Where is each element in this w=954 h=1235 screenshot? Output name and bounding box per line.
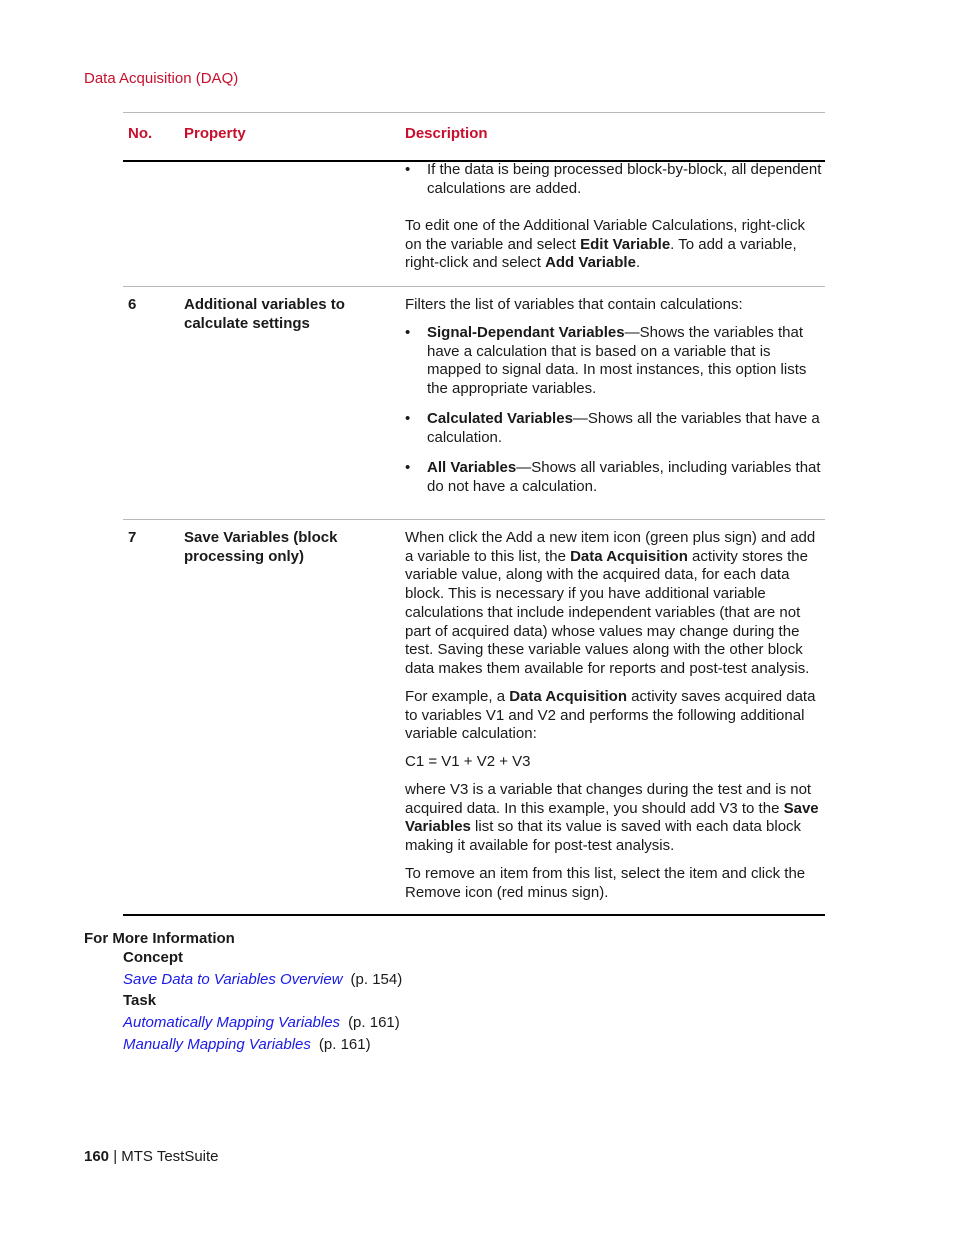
- page-number: 160: [84, 1148, 110, 1165]
- paragraph: When click the Add a new item icon (green plus sign) and add a variable to this list, the Data Acquisition activity stores the variable value, along with the acquired data, for each data block. This is necessary if you have additional variable calculations that include independent variables (that are not part of acquired data) whose values may change during the test. Saving these variable values along with the other block data makes them available for reports and post-test analysis.: [405, 529, 816, 677]
- concept-heading: Concept: [123, 949, 183, 966]
- save-variables-term: Save Variables: [405, 799, 819, 836]
- data-acquisition-term: Data Acquisition: [570, 547, 688, 565]
- row-divider: [123, 519, 825, 520]
- concept-link-row: [123, 971, 402, 990]
- edit-variable-term: Edit Variable: [580, 235, 671, 253]
- page-footer: [84, 1148, 219, 1167]
- task-link-row: [123, 1036, 371, 1055]
- page-reference: (p. 161): [348, 1014, 400, 1031]
- list-item: • All Variables—Shows all variables, including variables that do not have a calculation.: [405, 459, 821, 495]
- table-header: [123, 125, 825, 145]
- term: Signal-Dependant Variables: [427, 324, 625, 341]
- row-divider: [123, 286, 825, 287]
- section-header-link[interactable]: Data Acquisition (DAQ): [84, 70, 239, 87]
- row-number: 7: [128, 529, 137, 546]
- term: Calculated Variables: [427, 410, 573, 427]
- save-data-overview-link[interactable]: Save Data to Variables Overview: [123, 971, 343, 988]
- paragraph: To remove an item from this list, select the item and click the Remove icon (red minus sign).: [405, 865, 806, 901]
- column-header-no: No.: [128, 125, 153, 142]
- bullet-dot: •: [405, 161, 411, 178]
- page-reference: (p. 154): [350, 971, 403, 988]
- top-divider: [123, 112, 825, 113]
- product-name: MTS TestSuite: [121, 1148, 219, 1165]
- more-info-heading: For More Information: [84, 930, 235, 947]
- list-item: • Signal-Dependant Variables—Shows the variables that have a calculation that is based on a variable that is mapped to signal data. In most instances, this option lists the appropriate variables.: [405, 324, 807, 398]
- term: All Variables: [427, 459, 517, 476]
- task-heading: Task: [123, 992, 157, 1009]
- column-header-description: Description: [405, 125, 488, 142]
- footer-separator: |: [109, 1148, 122, 1165]
- table-end-divider: [123, 914, 825, 916]
- list-item: • Calculated Variables—Shows all the variables that have a calculation.: [405, 410, 820, 446]
- task-link-row: [123, 1014, 400, 1033]
- row6-intro: Filters the list of variables that contain calculations:: [405, 296, 743, 313]
- property-name: Save Variables (block processing only): [184, 529, 338, 565]
- page-reference: (p. 161): [318, 1036, 371, 1053]
- row-number: 6: [128, 296, 137, 313]
- continuation-bullet: [405, 161, 825, 198]
- auto-mapping-link[interactable]: Automatically Mapping Variables: [123, 1014, 341, 1031]
- paragraph: where V3 is a variable that changes during the test and is not acquired data. In this example, you should add V3 to the Save Variables list so that its value is saved with each data block making it available for post-test analysis.: [405, 781, 819, 855]
- manual-mapping-link[interactable]: Manually Mapping Variables: [123, 1036, 311, 1053]
- property-name: Additional variables to calculate settings: [184, 296, 345, 332]
- formula: C1 = V1 + V2 + V3: [405, 753, 531, 770]
- column-header-property: Property: [184, 125, 246, 142]
- add-variable-term: Add Variable: [545, 254, 636, 272]
- edit-instructions: To edit one of the Additional Variable Calculations, right-click on the variable and select Edit Variable. To add a variable, right-click and select Add Variable.: [405, 217, 805, 272]
- bullet-text: If the data is being processed block-by-block, all dependent calculations are added.: [427, 161, 822, 197]
- paragraph: For example, a Data Acquisition activity saves acquired data to variables V1 and V2 and performs the following additional variable calculation:: [405, 688, 816, 743]
- data-acquisition-term: Data Acquisition: [509, 688, 628, 705]
